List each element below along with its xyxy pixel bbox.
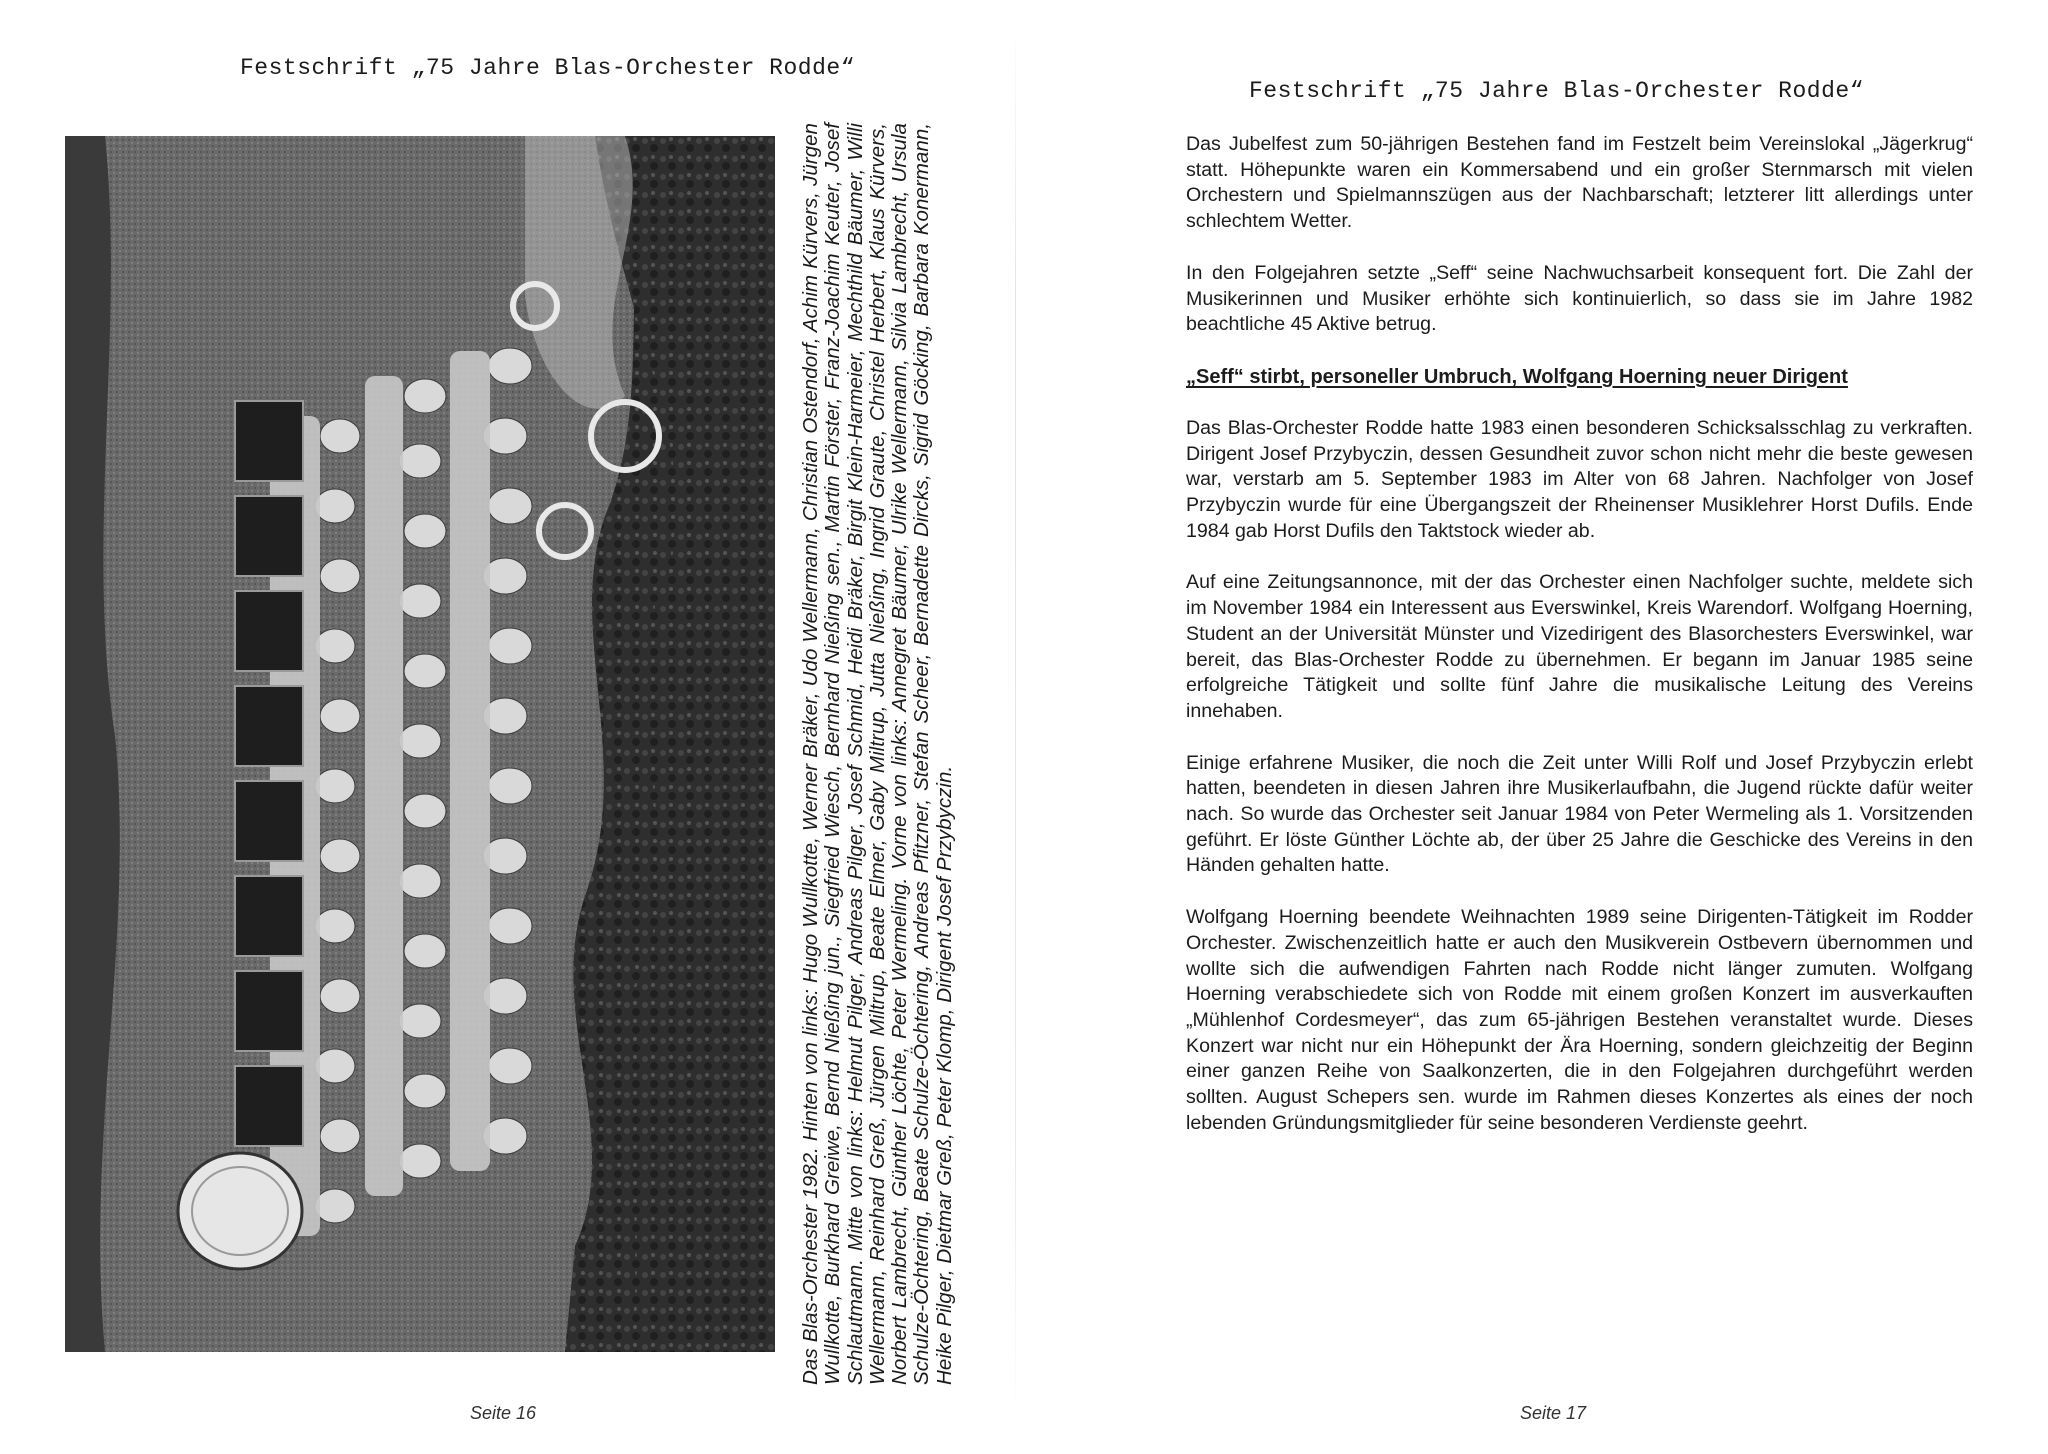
- paragraph-musikerlaufbahn: Einige erfahrene Musiker, die noch die Zeit unter Willi Rolf und Josef Przybyczin erlebt hatten, beendeten in diesen Jahren ihre Musikerlaufbahn, die Jugend rückte dafür weiter nach. So wurde das Orchester seit Januar 1984 von Peter Wermeling als 1. Vorsitzenden geführt. Er löste Günther Löchte ab, der über 25 Jahre die Geschicke des Vereins in den Händen gehalten hatte.: [1186, 751, 1973, 877]
- article-body: [1186, 132, 1973, 1163]
- orchestra-group-photo-icon: [65, 136, 775, 1352]
- paragraph-nachwuchs: In den Folgejahren setzte „Seff“ seine Nachwuchsarbeit konsequent fort. Die Zahl der Musikerinnen und Musiker erhöhte sich kontinuierlich, so dass sie im Jahre 1982 beachtliche 45 Aktive betrug.: [1186, 261, 1973, 336]
- running-header-left: Festschrift „75 Jahre Blas-Orchester Rodde“: [240, 55, 855, 81]
- running-header-right: Festschrift „75 Jahre Blas-Orchester Rodde“: [1249, 78, 1864, 104]
- page-gutter: [1015, 20, 1016, 1420]
- right-page: [1024, 0, 2048, 1454]
- section-heading: „Seff“ stirbt, personeller Umbruch, Wolfgang Hoerning neuer Dirigent: [1186, 365, 1848, 388]
- paragraph-jubelfest: Das Jubelfest zum 50-jährigen Bestehen fand im Festzelt beim Vereinslokal „Jägerkrug“ statt. Höhepunkte waren ein Kommersabend und ein großer Sternmarsch mit vielen Orchestern und Spielmannszügen aus der Nachbarschaft; letzterer litt allerdings unter schlechtem Wetter.: [1186, 133, 1973, 233]
- paragraph-schicksalsschlag: Das Blas-Orchester Rodde hatte 1983 einen besonderen Schicksalsschlag zu verkraften. Dirigent Josef Przybyczin, dessen Gesundheit zuvor schon nicht mehr die beste gewesen war, verstarb am 5. September 1983 im Alter von 68 Jahren. Nachfolger von Josef Przybyczin wurde für eine Übergangszeit der Rheinenser Musiklehrer Horst Dufils. Ende 1984 gab Horst Dufils den Taktstock wieder ab.: [1186, 416, 1973, 542]
- paragraph-weihnachten-1989: Wolfgang Hoerning beendete Weihnachten 1989 seine Dirigenten-Tätigkeit im Rodder Orchester. Zwischenzeitlich hatte er auch den Musikverein Ostbevern übernommen und wollte sich die aufwendigen Fahrten nach Rodde nicht länger zumuten. Wolfgang Hoerning verabschiedete sich von Rodde mit einem großen Konzert im ausverkauften „Mühlenhof Cordesmeyer“, das zum 65-jährigen Bestehen veranstaltet wurde. Dieses Konzert war nicht nur ein Höhepunkt der Ära Hoerning, sondern gleichzeitig der Beginn einer ganzen Reihe von Saalkonzerten, die in den Folgejahren durchgeführt werden sollten. August Schepers sen. wurde im Rahmen dieses Konzertes als eines der noch lebenden Gründungsmitglieder für seine besonderen Verdienste geehrt.: [1186, 906, 1973, 1134]
- page-number-right: Seite 17: [1520, 1403, 1587, 1423]
- photo-caption: Das Blas-Orchester 1982. Hinten von links: Hugo Wullkotte, Werner Bräker, Udo Wellermann, Christian Ostendorf, Achim Kürvers, Jürgen Wullkotte, Burkhard Greiwe, Bernd Nießing jun., Siegfried Wiesch, Bernhard Nießing sen., Martin Förster, Franz-Joachim Keuter, Josef Schlautmann. Mitte von links: Helmut Pilger, Andreas Pilger, Josef Schmid, Heidi Bräker, Birgit Klein-Harmeier, Mechthild Bäumer, Willi Wellermann, Reinhard Greß, Jürgen Miltrup, Beate Elmer, Gaby Miltrup, Jutta Nießing, Ingrid Graute, Christel Herbert, Klaus Kürvers, Norbert Lambrecht, Günther Löchte, Peter Wermeling. Vorne von links: Annegret Bäumer, Ulrike Wellermann, Silvia Lambrecht, Ursula Schulze-Öchtering, Beate Schulze-Öchtering, Andreas Pfitzner, Stefan Scheer, Bernadette Dircks, Sigrid Göcking, Barbara Konermann, Heike Pilger, Dietmar Greß, Peter Klomp, Dirigent Josef Przybyczin.: [799, 123, 956, 1385]
- paragraph-zeitungsannonce: Auf eine Zeitungsannonce, mit der das Orchester einen Nachfolger suchte, meldete sich im November 1984 ein Interessent aus Everswinkel, Kreis Warendorf. Wolfgang Hoerning, Student an der Universität Münster und Vizedirigent des Blasorchesters Everswinkel, war bereit, das Blas-Orchester Rodde zu übernehmen. Er begann im Januar 1985 seine erfolgreiche Tätigkeit und sollte fünf Jahre die musikalische Leitung des Vereins innehaben.: [1186, 571, 1973, 722]
- page-number-left: Seite 16: [470, 1403, 537, 1423]
